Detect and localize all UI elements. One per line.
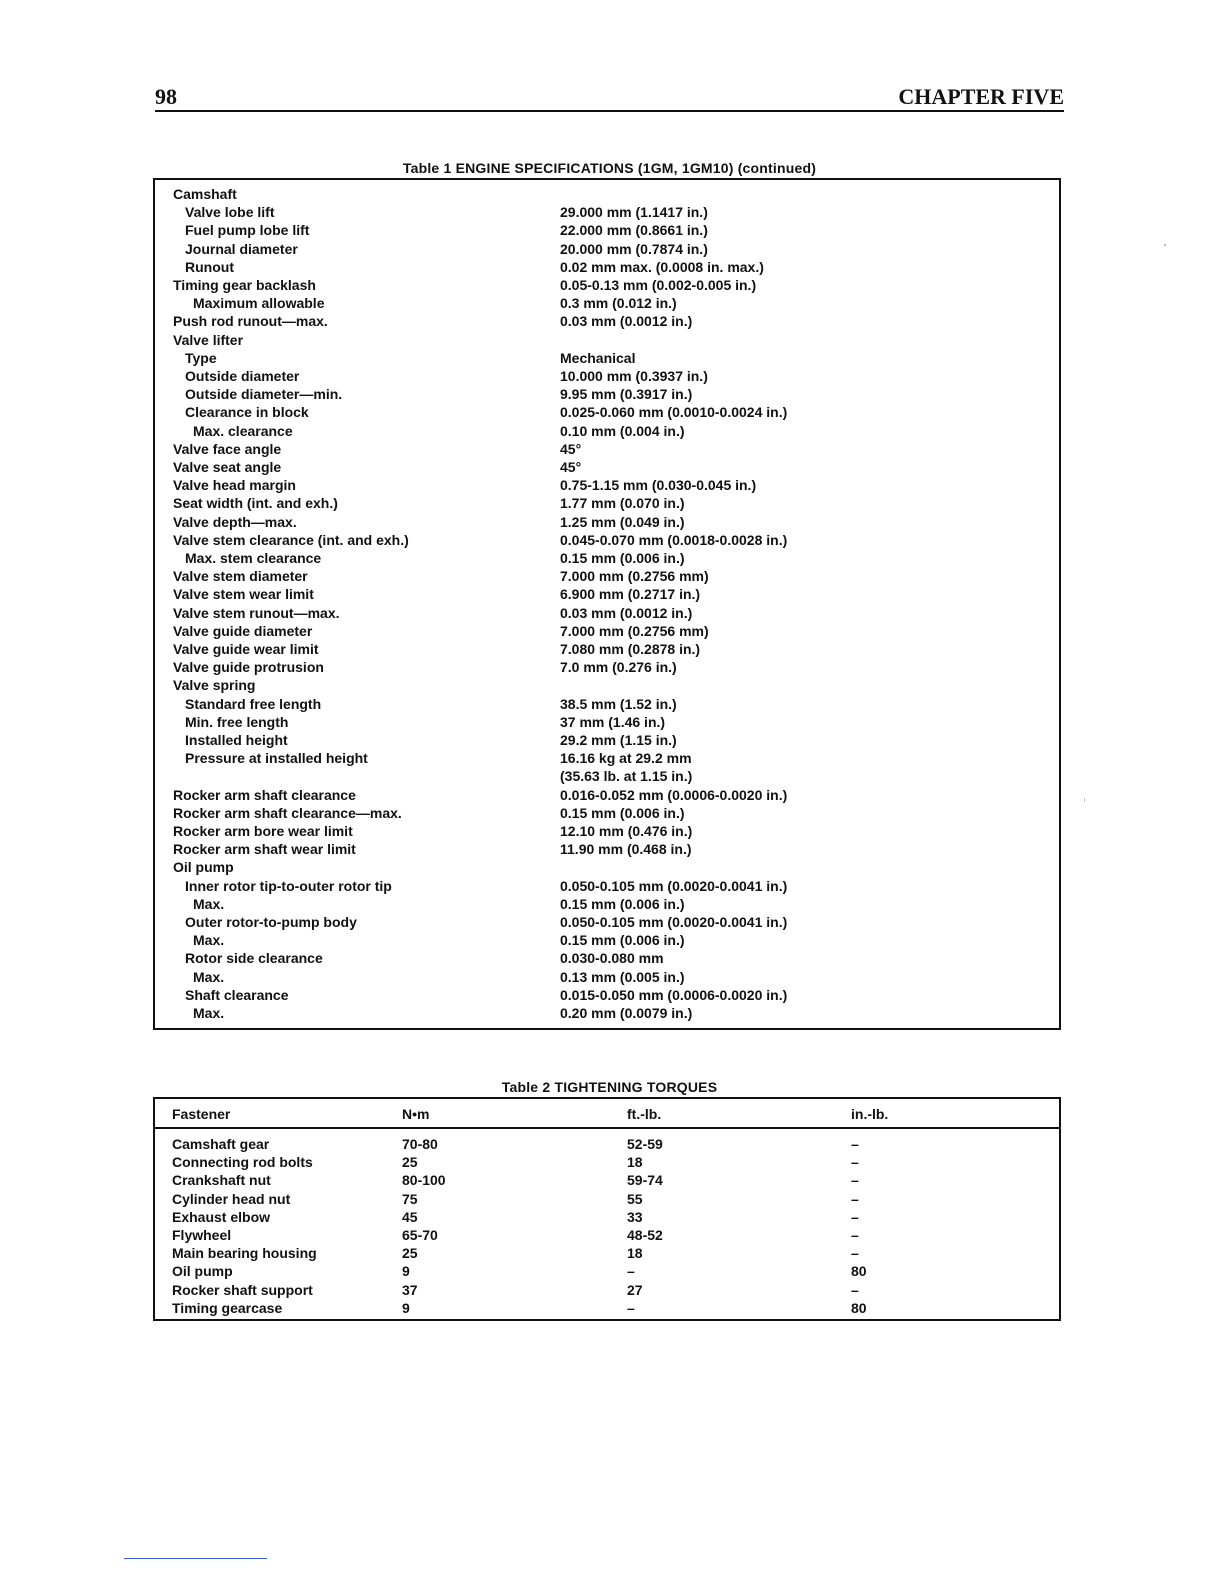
spec-label: Valve head margin [173,477,296,494]
table-row [155,1262,1059,1280]
spec-label: Camshaft [173,186,237,202]
fastener-cell: Oil pump [172,1263,233,1280]
spec-value: 37 mm (1.46 in.) [560,713,666,730]
table-row [155,658,1059,676]
ftlb-cell: 52-59 [627,1136,663,1152]
spec-label: Valve face angle [173,440,282,457]
table-row [155,1190,1059,1208]
page-number: 98 [155,84,177,109]
spec-label: Outside diameter—min. [185,386,343,403]
table-row [155,895,1059,913]
nm-cell: 9 [402,1263,410,1280]
spec-value: 7.080 mm (0.2878 in.) [560,641,701,657]
table-row [155,276,1059,294]
table-row [155,695,1059,713]
spec-label: Rocker arm shaft clearance [173,786,356,803]
spec-value: 0.045-0.070 mm (0.0018-0.0028 in.) [560,531,788,548]
ftlb-cell: – [627,1299,635,1316]
nm-cell: 75 [402,1190,418,1207]
table-row [155,1153,1059,1171]
inlb-cell: – [851,1154,859,1171]
spec-label: Timing gear backlash [173,277,316,293]
table-row [155,549,1059,567]
spec-label: Max. stem clearance [185,550,322,566]
table-row [155,531,1059,549]
spec-label: Valve lobe lift [185,204,275,221]
inlb-cell: 80 [851,1299,867,1316]
fastener-cell: Main bearing housing [172,1245,317,1262]
nm-cell: 25 [402,1154,418,1171]
table-row [155,1171,1059,1189]
inlb-cell: – [851,1190,859,1207]
ftlb-cell: 27 [627,1281,643,1298]
table-row [155,294,1059,312]
inlb-cell: – [851,1281,859,1298]
header-nm: N•m [402,1106,430,1122]
table-row [155,1299,1059,1317]
fastener-cell: Rocker shaft support [172,1281,313,1298]
table-row [155,1208,1059,1226]
fastener-cell: Camshaft gear [172,1136,270,1152]
fastener-cell: Crankshaft nut [172,1172,271,1189]
table-row [155,203,1059,221]
fastener-cell: Connecting rod bolts [172,1154,313,1171]
table-row [155,494,1059,512]
spec-value: 0.75-1.15 mm (0.030-0.045 in.) [560,477,757,494]
spec-label: Valve guide wear limit [173,641,319,657]
spec-value: 1.25 mm (0.049 in.) [560,513,685,530]
table-row [155,1226,1059,1244]
nm-cell: 9 [402,1299,410,1316]
spec-value: 7.000 mm (0.2756 mm) [560,568,709,585]
spec-value: 7.000 mm (0.2756 mm) [560,622,709,639]
chapter-title: CHAPTER FIVE [898,84,1064,109]
fastener-cell: Flywheel [172,1227,232,1243]
fastener-cell: Exhaust elbow [172,1208,271,1225]
ftlb-cell: 55 [627,1190,643,1207]
table-row [155,331,1059,349]
spec-label: Valve stem clearance (int. and exh.) [173,531,409,548]
spec-label: Valve lifter [173,331,244,348]
spec-value: 0.15 mm (0.006 in.) [560,804,685,821]
engine-specifications-table [153,178,1061,1030]
spec-label: Valve guide diameter [173,622,313,639]
table-row [155,513,1059,531]
table-row [155,840,1059,858]
spec-label: Valve depth—max. [173,513,297,530]
table-row [155,913,1059,931]
table-row [155,749,1059,767]
spec-label: Oil pump [173,859,234,876]
nm-cell: 70-80 [402,1136,438,1152]
spec-label: Rocker arm shaft clearance—max. [173,804,402,821]
inlb-cell: – [851,1227,859,1243]
spec-label: Min. free length [185,713,289,730]
table-row [155,403,1059,421]
spec-value: 0.13 mm (0.005 in.) [560,968,685,985]
ftlb-cell: – [627,1263,635,1280]
table-row [155,367,1059,385]
spec-label: Rotor side clearance [185,950,323,967]
spec-label: Valve guide protrusion [173,659,324,676]
spec-value: 1.77 mm (0.070 in.) [560,495,685,512]
spec-value: 10.000 mm (0.3937 in.) [560,368,708,384]
inlb-cell: – [851,1172,859,1189]
table-row [155,604,1059,622]
spec-label: Valve stem diameter [173,568,308,585]
table-row [155,567,1059,585]
table-header-row [155,1099,1059,1129]
header-ftlb: ft.-lb. [627,1106,662,1122]
table-row [155,385,1059,403]
spec-value: 0.025-0.060 mm (0.0010-0.0024 in.) [560,404,788,421]
header-inlb: in.-lb. [851,1106,889,1122]
spec-value: 45° [560,440,582,457]
table-row [155,640,1059,658]
spec-value: 0.02 mm max. (0.0008 in. max.) [560,258,764,275]
table-row [155,622,1059,640]
spec-label: Fuel pump lobe lift [185,222,310,239]
spec-value: 6.900 mm (0.2717 in.) [560,586,701,603]
table-row [155,1244,1059,1262]
spec-value: 20.000 mm (0.7874 in.) [560,240,708,257]
table-row [155,185,1059,203]
spec-label: Runout [185,258,234,275]
spec-label: Max. [193,932,225,949]
spec-label: Max. [193,968,225,985]
fastener-cell: Cylinder head nut [172,1190,291,1207]
ftlb-cell: 18 [627,1245,643,1262]
table-row [155,312,1059,330]
spec-value: 9.95 mm (0.3917 in.) [560,386,693,403]
spec-label: Rocker arm bore wear limit [173,823,353,839]
table2-title: Table 2 TIGHTENING TORQUES [501,1079,718,1095]
ftlb-cell: 33 [627,1208,643,1225]
spec-value: 0.15 mm (0.006 in.) [560,550,685,566]
spec-label: Valve seat angle [173,459,282,475]
spec-value: 0.15 mm (0.006 in.) [560,895,685,912]
spec-value: 22.000 mm (0.8661 in.) [560,222,708,239]
spec-label: Journal diameter [185,240,298,257]
table-row [155,240,1059,258]
spec-label: Type [185,349,217,366]
table-row [155,858,1059,876]
table-row [155,731,1059,749]
spec-value: 29.000 mm (1.1417 in.) [560,204,708,221]
spec-value: 0.15 mm (0.006 in.) [560,932,685,949]
spec-value: 0.015-0.050 mm (0.0006-0.0020 in.) [560,986,788,1003]
ftlb-cell: 48-52 [627,1227,663,1243]
spec-label: Clearance in block [185,404,309,421]
ftlb-cell: 59-74 [627,1172,663,1189]
spec-label: Standard free length [185,695,322,712]
table-row [155,1281,1059,1299]
spec-label: Shaft clearance [185,986,289,1003]
spec-label: Outside diameter [185,368,300,384]
table-row [155,804,1059,822]
spec-label: Maximum allowable [193,295,325,312]
spec-value: 0.03 mm (0.0012 in.) [560,604,693,621]
nm-cell: 25 [402,1245,418,1262]
ftlb-cell: 18 [627,1154,643,1171]
spec-label: Valve stem runout—max. [173,604,340,621]
spec-value: 0.20 mm (0.0079 in.) [560,1005,693,1021]
fastener-cell: Timing gearcase [172,1299,283,1316]
table-row [155,786,1059,804]
inlb-cell: – [851,1245,859,1262]
spec-label: Max. clearance [193,422,293,439]
table-row [155,349,1059,367]
header-fastener: Fastener [172,1106,231,1122]
spec-label: Seat width (int. and exh.) [173,495,338,512]
table-row [155,968,1059,986]
table-row [155,585,1059,603]
spec-label: Rocker arm shaft wear limit [173,841,356,858]
table-row [155,458,1059,476]
table-row [155,931,1059,949]
spec-value: 29.2 mm (1.15 in.) [560,732,677,748]
spec-value: 0.030-0.080 mm [560,950,664,967]
tightening-torques-table [153,1097,1061,1321]
table-row [155,877,1059,895]
page-header [155,84,1064,112]
spec-label: Max. [193,1005,225,1021]
spec-value: 0.03 mm (0.0012 in.) [560,313,693,330]
table-row [155,422,1059,440]
table-row [155,949,1059,967]
spec-value: 0.050-0.105 mm (0.0020-0.0041 in.) [560,877,788,894]
spec-label: Valve stem wear limit [173,586,314,603]
nm-cell: 65-70 [402,1227,438,1243]
table-row [155,476,1059,494]
spec-value: 0.05-0.13 mm (0.002-0.005 in.) [560,277,757,293]
table-row [155,1135,1059,1153]
spec-label: Pressure at installed height [185,750,368,767]
spec-value: 16.16 kg at 29.2 mm [560,750,692,767]
spec-value: 0.3 mm (0.012 in.) [560,295,677,312]
table1-title: Table 1 ENGINE SPECIFICATIONS (1GM, 1GM10) (continued) [402,160,817,176]
table-row [155,713,1059,731]
table-row [155,221,1059,239]
spec-label: Inner rotor tip-to-outer rotor tip [185,877,392,894]
spec-label: Installed height [185,732,288,748]
inlb-cell: – [851,1136,859,1152]
page-rule [124,1558,267,1559]
table-row [155,767,1059,785]
inlb-cell: – [851,1208,859,1225]
nm-cell: 45 [402,1208,418,1225]
table-row [155,986,1059,1004]
table-row [155,676,1059,694]
spec-label: Outer rotor-to-pump body [185,914,357,930]
nm-cell: 37 [402,1281,418,1298]
table-row [155,258,1059,276]
spec-label: Max. [193,895,225,912]
spec-value: 38.5 mm (1.52 in.) [560,695,677,712]
spec-value: 45° [560,459,582,475]
inlb-cell: 80 [851,1263,867,1280]
spec-value: 0.050-0.105 mm (0.0020-0.0041 in.) [560,914,788,930]
spec-value: 12.10 mm (0.476 in.) [560,823,693,839]
spec-value: 0.10 mm (0.004 in.) [560,422,685,439]
table-row [155,1004,1059,1022]
nm-cell: 80-100 [402,1172,446,1189]
table-row [155,822,1059,840]
spec-label: Push rod runout—max. [173,313,328,330]
spec-value: 0.016-0.052 mm (0.0006-0.0020 in.) [560,786,788,803]
spec-value: 7.0 mm (0.276 in.) [560,659,677,676]
spec-value: Mechanical [560,349,636,366]
spec-value: 11.90 mm (0.468 in.) [560,841,692,858]
scan-speck [1164,244,1166,246]
spec-value: (35.63 lb. at 1.15 in.) [560,768,693,785]
table-row [155,440,1059,458]
scan-speck [1084,798,1085,802]
spec-label: Valve spring [173,677,256,694]
